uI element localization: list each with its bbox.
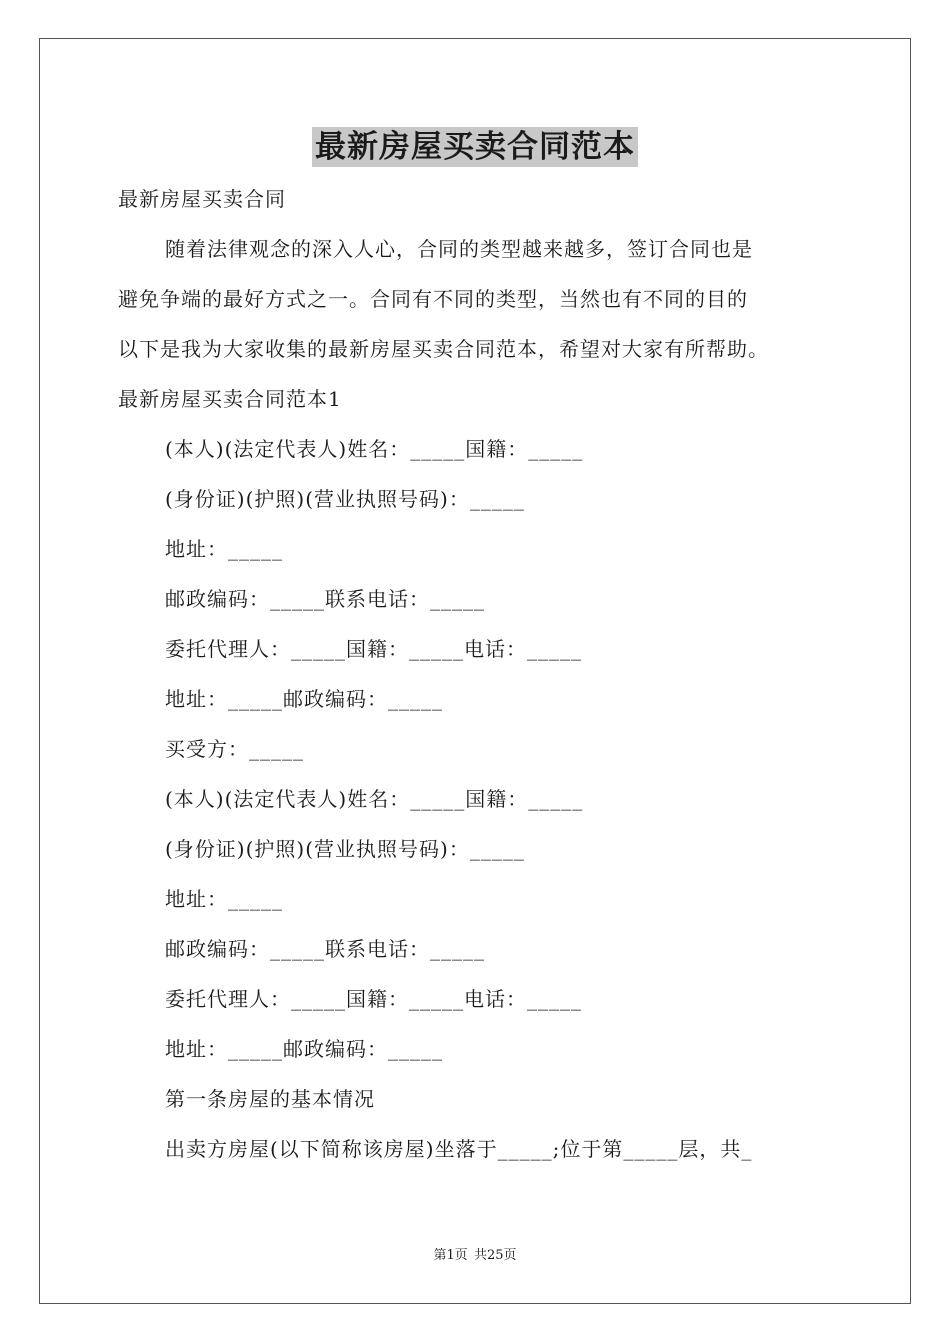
form-line: 地址：_____邮政编码：_____ bbox=[165, 1037, 443, 1061]
paragraph-line: 随着法律观念的深入人心，合同的类型越来越多，签订合同也是 bbox=[165, 237, 753, 261]
form-line: 邮政编码：_____联系电话：_____ bbox=[165, 937, 485, 961]
form-line: 委托代理人：_____国籍：_____电话：_____ bbox=[165, 637, 582, 661]
paragraph-line: 避免争端的最好方式之一。合同有不同的类型，当然也有不同的目的 bbox=[118, 287, 748, 311]
title-container bbox=[0, 127, 950, 167]
page-border bbox=[39, 38, 911, 1304]
paragraph-line: 出卖方房屋(以下简称该房屋)坐落于_____;位于第_____层，共_ bbox=[165, 1137, 753, 1161]
form-line: (本人)(法定代表人)姓名：_____国籍：_____ bbox=[165, 437, 584, 461]
form-line: 地址：_____邮政编码：_____ bbox=[165, 687, 443, 711]
form-line: (身份证)(护照)(营业执照号码)：_____ bbox=[165, 837, 525, 861]
form-line: 买受方：_____ bbox=[165, 737, 304, 761]
document-title: 最新房屋买卖合同范本 bbox=[312, 127, 638, 167]
form-line: 地址：_____ bbox=[165, 887, 283, 911]
page-number: 第1页 bbox=[433, 1248, 468, 1263]
form-line: 地址：_____ bbox=[165, 537, 283, 561]
form-line: (本人)(法定代表人)姓名：_____国籍：_____ bbox=[165, 787, 584, 811]
page-footer bbox=[0, 1248, 950, 1264]
article-heading: 第一条房屋的基本情况 bbox=[165, 1087, 375, 1111]
section-heading: 最新房屋买卖合同范本1 bbox=[118, 387, 342, 411]
paragraph-line: 最新房屋买卖合同 bbox=[118, 187, 286, 211]
paragraph-line: 以下是我为大家收集的最新房屋买卖合同范本，希望对大家有所帮助。 bbox=[118, 337, 769, 361]
form-line: 委托代理人：_____国籍：_____电话：_____ bbox=[165, 987, 582, 1011]
page-total: 共25页 bbox=[473, 1248, 517, 1263]
form-line: (身份证)(护照)(营业执照号码)：_____ bbox=[165, 487, 525, 511]
form-line: 邮政编码：_____联系电话：_____ bbox=[165, 587, 485, 611]
